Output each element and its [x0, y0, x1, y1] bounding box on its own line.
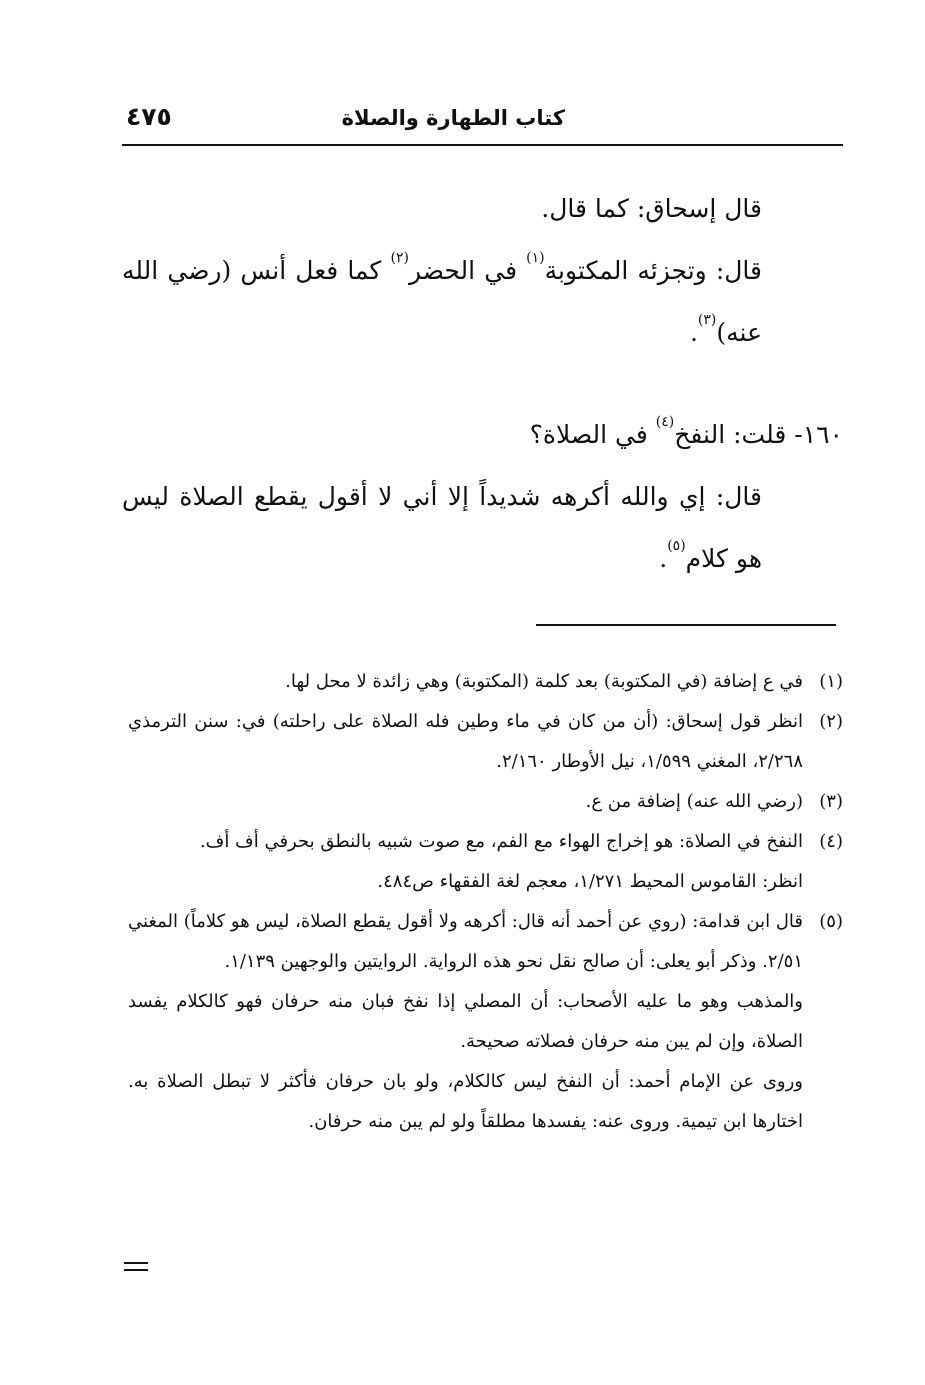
footnote-5-continuation: والمذهب وهو ما عليه الأصحاب: أن المصلي إذا نفخ فبان منه حرفان فهو كالكلام يفسد الصلاة، وإن لم يبن منه حرفان فصلاته صحيحة. — [128, 991, 803, 1052]
footnote-number: (١) — [819, 671, 843, 692]
continuation-mark — [124, 1262, 148, 1276]
footnote-2 — [128, 702, 843, 782]
footnote-ref-1[interactable]: (١) — [526, 249, 545, 266]
footnote-ref-4[interactable]: (٤) — [655, 413, 675, 430]
footnote-text: قال ابن قدامة: (روي عن أحمد أنه قال: أكرهه ولا أقول يقطع الصلاة، ليس هو كلاماً) المغني ٢/٥١. وذكر أبو يعلى: أن صالح نقل نحو هذه الرواية. الروايتين والوجهين ١/١٣٩. — [128, 911, 803, 972]
footnote-4 — [128, 822, 843, 902]
paragraph-maktuba: قال: وتجزئه المكتوبة$^{(١)}$ في الحضر$^{(٢)}$ كما فعل أنس (رضي الله عنه)$^{(٣)}$. — [122, 249, 763, 347]
footnote-text: انظر قول إسحاق: (أن من كان في ماء وطين فله الصلاة على راحلته) في: سنن الترمذي ٢/٢٦٨، المغني ١/٥٩٩، نيل الأوطار ٢/١٦٠. — [128, 711, 803, 772]
footnote-ref-3[interactable]: (٣) — [697, 311, 717, 328]
question-160: ١٦٠- قلت: النفخ$^{(٤)}$ في الصلاة؟ — [529, 413, 843, 449]
footnote-number: (٢) — [819, 711, 843, 732]
running-title: كتاب الطهارة والصلاة — [341, 106, 565, 130]
footnote-ref-5[interactable]: (٥) — [667, 537, 686, 554]
footnote-3 — [128, 782, 843, 822]
footnote-text: انظر: القاموس المحيط ١/٢٧١، معجم لغة الفقهاء ص٤٨٤. — [377, 871, 803, 892]
footnote-text: النفخ في الصلاة: هو إخراج الهواء مع الفم، مع صوت شبيه بالنطق بحرفي أف أف. — [199, 831, 803, 852]
footnote-number: (٥) — [819, 911, 843, 932]
footnote-text: (رضي الله عنه) إضافة من ع. — [585, 791, 803, 812]
footnotes — [128, 662, 843, 1142]
header-rule — [122, 144, 843, 146]
footnote-5 — [128, 902, 843, 982]
footnote-text: في ع إضافة (في المكتوبة) بعد كلمة (المكتوبة) وهي زائدة لا محل لها. — [285, 671, 803, 692]
footnote-1 — [128, 662, 843, 702]
footnote-number: (٣) — [819, 791, 843, 812]
answer-text — [122, 466, 762, 590]
page-number: ٤٧٥ — [126, 102, 172, 131]
footnote-separator — [536, 624, 836, 626]
page-header — [122, 96, 843, 146]
paragraph-ishaq: قال إسحاق: كما قال. — [541, 194, 762, 223]
footnote-number: (٤) — [819, 831, 843, 852]
main-text — [122, 178, 762, 364]
footnote-ref-2[interactable]: (٢) — [390, 249, 409, 266]
footnote-5-continuation: وروى عن الإمام أحمد: أن النفخ ليس كالكلام، ولو بان حرفان فأكثر لا تبطل الصلاة به. اختارها ابن تيمية. وروى عنه: يفسدها مطلقاً ولو لم يبن منه حرفان. — [128, 1071, 803, 1132]
paragraph-answer: قال: إي والله أكرهه شديداً إلا أني لا أقول يقطع الصلاة ليس هو كلام$^{(٥)}$. — [122, 482, 762, 573]
